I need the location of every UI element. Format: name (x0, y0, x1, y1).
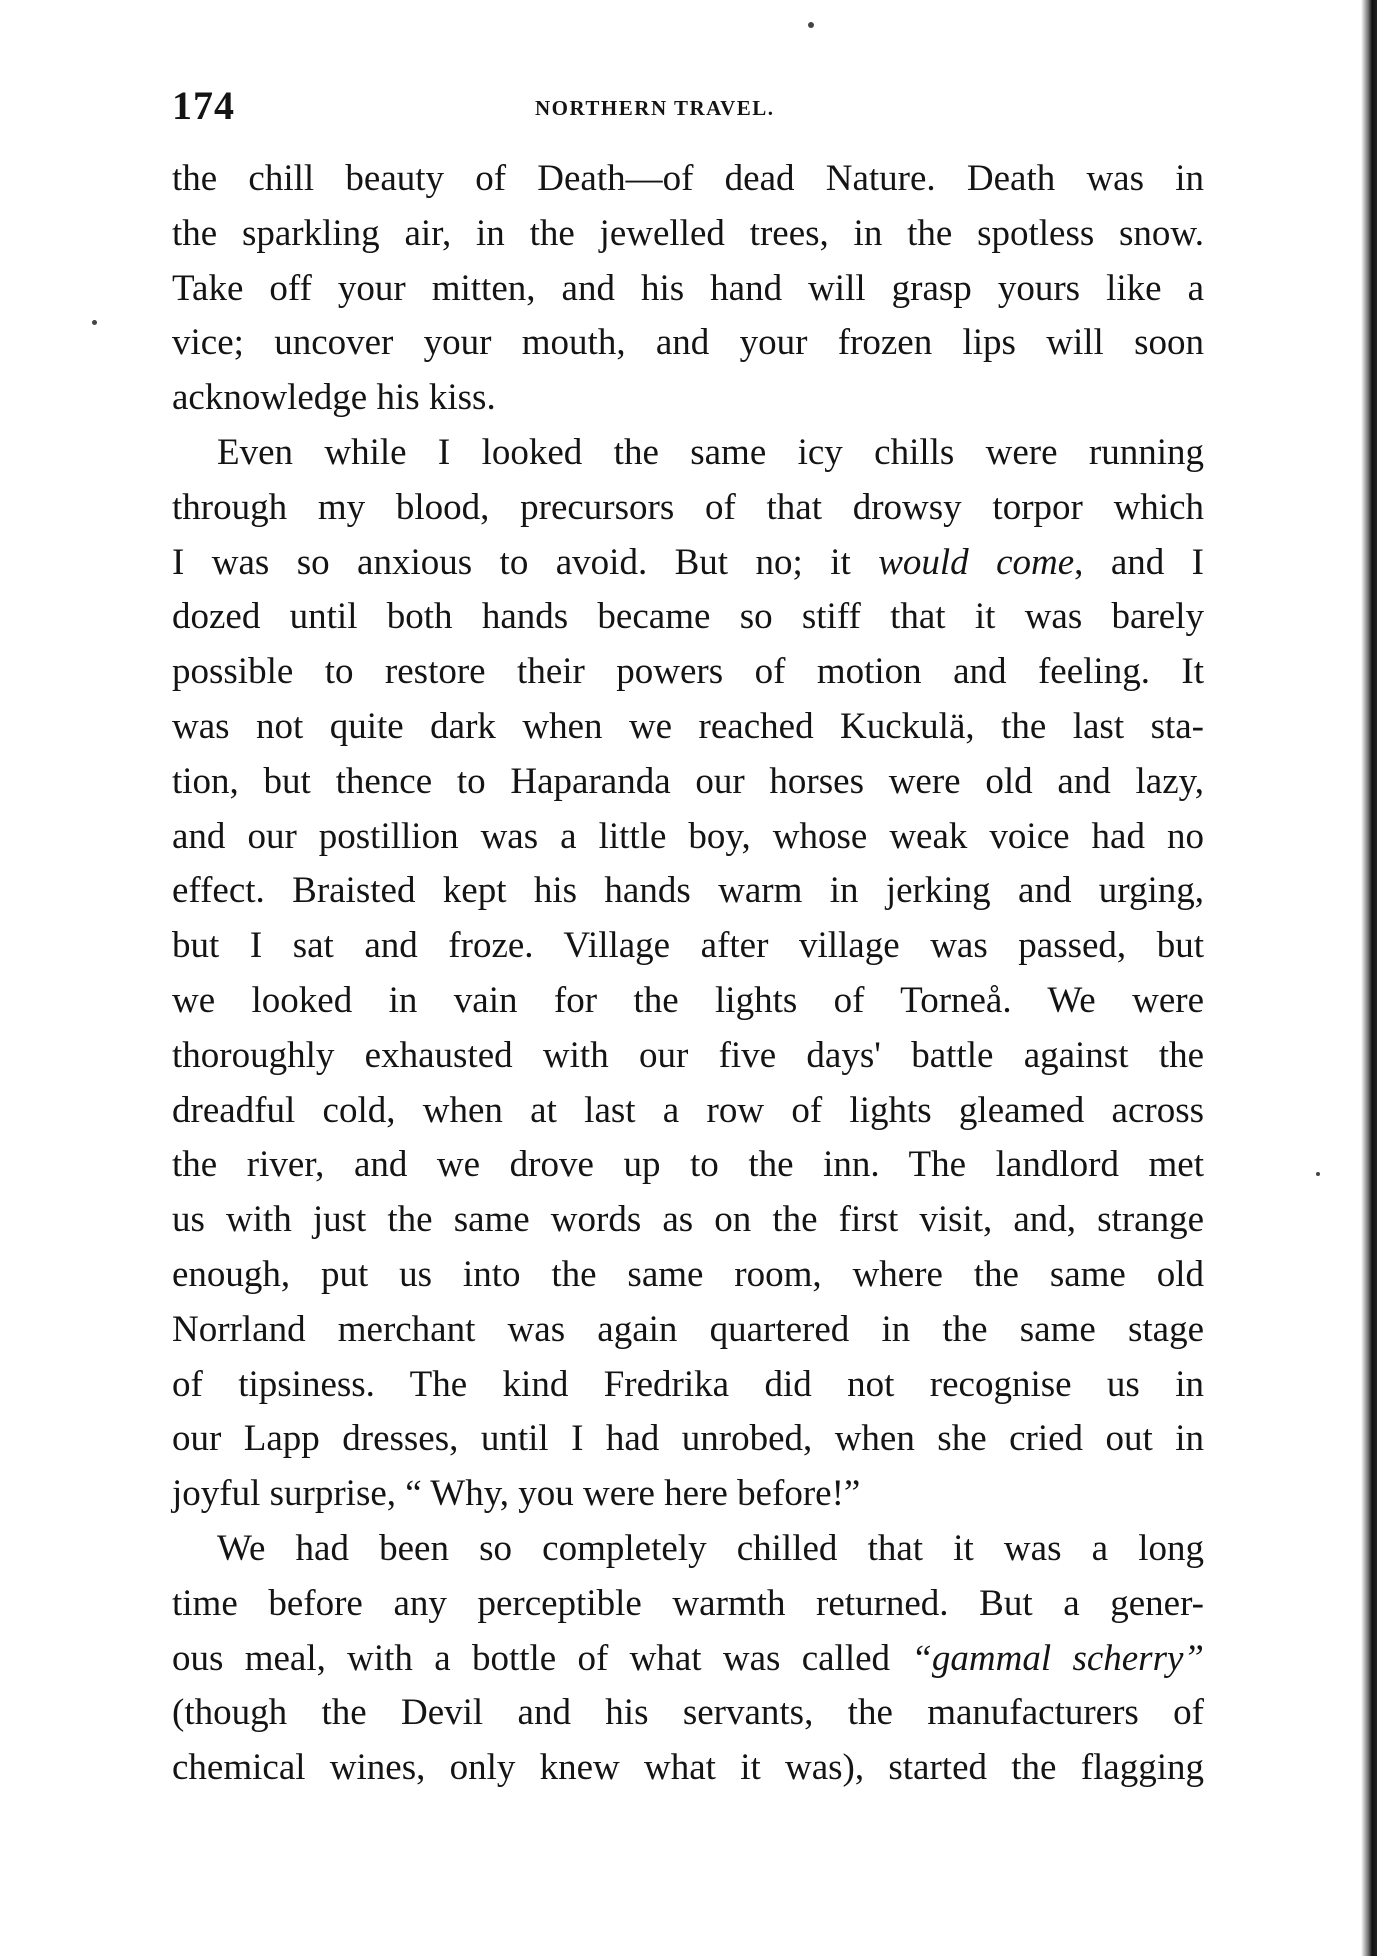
text-line: the chill beauty of Death—of dead Nature. Death was in (172, 158, 1204, 199)
paragraph-start-line: We had been so completely chilled that it was a long (217, 1527, 1204, 1569)
text-line: vice; uncover your mouth, and your frozen lips will soon (172, 322, 1204, 364)
paragraph-end-line: acknowledge his kiss. (172, 377, 496, 419)
text-line: time before any perceptible warmth returned. But a gener- (172, 1582, 1204, 1624)
text-segment: , and I (1074, 541, 1204, 583)
text-line: chemical wines, only knew what it was), started the flagging (172, 1747, 1204, 1789)
text-line: effect. Braisted kept his hands warm in jerking and urging, (172, 870, 1204, 912)
text-line: dreadful cold, when at last a row of lights gleamed across (172, 1089, 1204, 1131)
text-line (172, 1632, 1204, 1687)
text-segment: I was so anxious to avoid. But no; it (172, 541, 879, 583)
scan-speck (1316, 1172, 1320, 1176)
text-line: but I sat and froze. Village after village was passed, but (172, 925, 1204, 967)
text-line: possible to restore their powers of motion and feeling. It (172, 651, 1204, 693)
text-line: the river, and we drove up to the inn. The landlord met (172, 1144, 1204, 1186)
text-line: us with just the same words as on the first visit, and, strange (172, 1199, 1204, 1241)
text-line: we looked in vain for the lights of Torneå. We were (172, 979, 1204, 1021)
text-line: Take off your mitten, and his hand will grasp yours like a (172, 267, 1204, 309)
paragraph-end-line: joyful surprise, “ Why, you were here before!” (172, 1473, 861, 1515)
body-text (172, 152, 1204, 1796)
text-line: of tipsiness. The kind Fredrika did not recognise us in (172, 1363, 1204, 1405)
text-segment: ous meal, with a bottle of what was called (172, 1637, 912, 1679)
italic-phrase: would come (878, 541, 1075, 583)
text-line: the sparkling air, in the jewelled trees, in the spotless snow. (172, 212, 1204, 254)
text-line: enough, put us into the same room, where the same old (172, 1253, 1204, 1295)
italic-phrase: “gammal scherry” (911, 1637, 1204, 1679)
text-line: tion, but thence to Haparanda our horses were old and lazy, (172, 760, 1204, 802)
page-number: 174 (172, 83, 235, 128)
text-line (172, 536, 1204, 591)
text-line: through my blood, precursors of that drowsy torpor which (172, 486, 1204, 528)
scan-speck (92, 320, 97, 325)
page-header (172, 82, 1204, 132)
scan-edge-shadow (1361, 0, 1377, 1956)
text-line: and our postillion was a little boy, whose weak voice had no (172, 815, 1204, 857)
text-line: Norrland merchant was again quartered in the same stage (172, 1308, 1204, 1350)
scan-speck (808, 22, 814, 28)
text-line: was not quite dark when we reached Kuckulä, the last sta- (172, 705, 1204, 747)
text-line: thoroughly exhausted with our five days' battle against the (172, 1034, 1204, 1076)
paragraph-start-line: Even while I looked the same icy chills were running (217, 431, 1204, 473)
text-line: dozed until both hands became so stiff that it was barely (172, 596, 1204, 638)
text-line: our Lapp dresses, until I had unrobed, when she cried out in (172, 1418, 1204, 1460)
running-head: NORTHERN TRAVEL. (535, 96, 775, 120)
text-line: (though the Devil and his servants, the manufacturers of (172, 1692, 1204, 1734)
